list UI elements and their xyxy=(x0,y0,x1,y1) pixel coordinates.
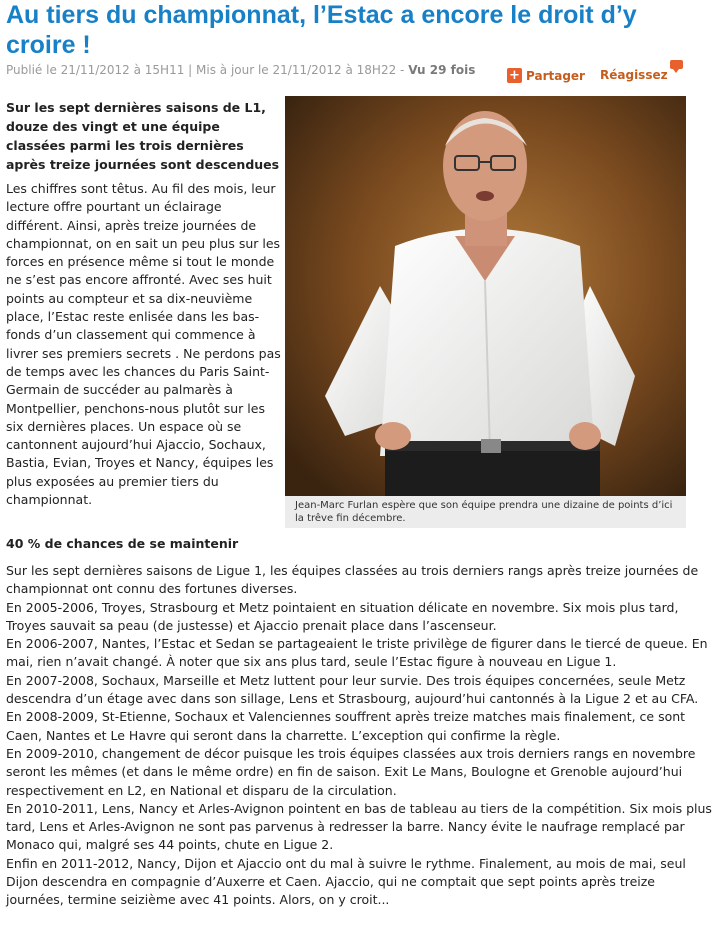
view-count: Vu 29 fois xyxy=(408,63,476,77)
body-paragraph: En 2010-2011, Lens, Nancy et Arles-Avignon pointent en bas de tableau au tiers de la compétition. Six mois plus tard, Lens et Arles-Avignon ne sont pas parvenus à redresser la barre. Nancy évite le naufrage remplacé par Monaco qui, malgré ses 44 points, chute en Ligue 2. xyxy=(6,800,712,853)
body-paragraph: Enfin en 2011-2012, Nancy, Dijon et Ajaccio ont du mal à suivre le rythme. Finalement, au mois de mai, seul Dijon descendra en compagnie d’Auxerre et Caen. Ajaccio, qui ne comptait que sept points après treize journées, termine seizième avec 41 points. Alors, on y croit... xyxy=(6,855,686,908)
body-paragraph: En 2009-2010, changement de décor puisque les trois équipes classées aux trois derniers rangs en novembre seront les mêmes (et dans le même ordre) en fin de saison. Exit Le Mans, Boulogne et Grenoble aujourd’hui respectivement en L2, en National et disparu de la circulation. xyxy=(6,745,696,798)
intro-paragraph: Les chiffres sont têtus. Au fil des mois, leur lecture offre pourtant un éclairage différent. Ainsi, après treize journées de championnat, on en sait un peu plus sur les forces en présence même si tout le monde ne s’est pas encore affronté. Avec ses huit points au compteur et sa dix-neuvième place, l’Estac reste enlisée dans les bas- fonds d’un classement qui commence à livrer ses premiers secrets . Ne perdons pas de temps avec les chances du Paris Saint-Germain de succéder au palmarès à Montpellier, penchons-nous plutôt sur les six dernières places. Un espace où se cantonnent aujourd’hui Ajaccio, Sochaux, Bastia, Evian, Troyes et Nancy, équipes les plus exposées au premier tiers du championnat. xyxy=(6,181,281,508)
body-paragraph: En 2006-2007, Nantes, l’Estac et Sedan se partageaient le triste privilège de figurer dans le tiercé de queue. En mai, rien n’avait changé. À noter que six ans plus tard, seule l’Estac figure à nouveau en Ligue 1. xyxy=(6,636,708,670)
body-paragraph: En 2008-2009, St-Etienne, Sochaux et Valenciennes souffrent après treize matches mais finalement, ce sont Caen, Nantes et Le Havre qui seront dans la charrette. L’exception qui confirme la règle. xyxy=(6,709,686,743)
photo-caption: Jean-Marc Furlan espère que son équipe prendra une dizaine de points d’ici la trêve fin décembre. xyxy=(295,500,673,524)
headline: Au tiers du championnat, l’Estac a encore le droit d’y croire ! xyxy=(6,1,637,59)
article-body xyxy=(6,562,714,910)
body-paragraph: Sur les sept dernières saisons de Ligue 1, les équipes classées au trois derniers rangs après treize journées de championnat ont connu des fortunes diverses. xyxy=(6,563,699,597)
body-paragraph: En 2007-2008, Sochaux, Marseille et Metz luttent pour leur survie. Des trois équipes concernées, seule Metz descendra d’un étage avec dans son sillage, Lens et Strasbourg, aujourd’hui cantonnés à la Ligue 2 et au CFA. xyxy=(6,672,699,707)
article-lead: Sur les sept dernières saisons de L1, douze des vingt et une équipe classées parmi les trois dernières après treize journées sont descendues xyxy=(6,100,280,172)
plus-box-icon: + xyxy=(507,68,522,83)
share-button[interactable] xyxy=(507,68,585,83)
share-label: Partager xyxy=(526,68,585,83)
coach-photo xyxy=(285,96,686,496)
article-photo xyxy=(285,96,686,528)
section-heading: 40 % de chances de se maintenir xyxy=(6,536,239,551)
body-paragraph: En 2005-2006, Troyes, Strasbourg et Metz pointaient en situation délicate en novembre. Six mois plus tard, Troyes sauvait sa peau (de justesse) et Ajaccio prenait place dans l’ascenseur. xyxy=(6,599,679,633)
article-meta xyxy=(6,63,506,77)
publish-dates: Publié le 21/11/2012 à 15H11 | Mis à jour le 21/11/2012 à 18H22 - xyxy=(6,63,409,77)
speech-bubble-icon[interactable] xyxy=(670,60,683,69)
react-link[interactable]: Réagissez xyxy=(600,68,668,82)
article-actions xyxy=(507,66,717,88)
